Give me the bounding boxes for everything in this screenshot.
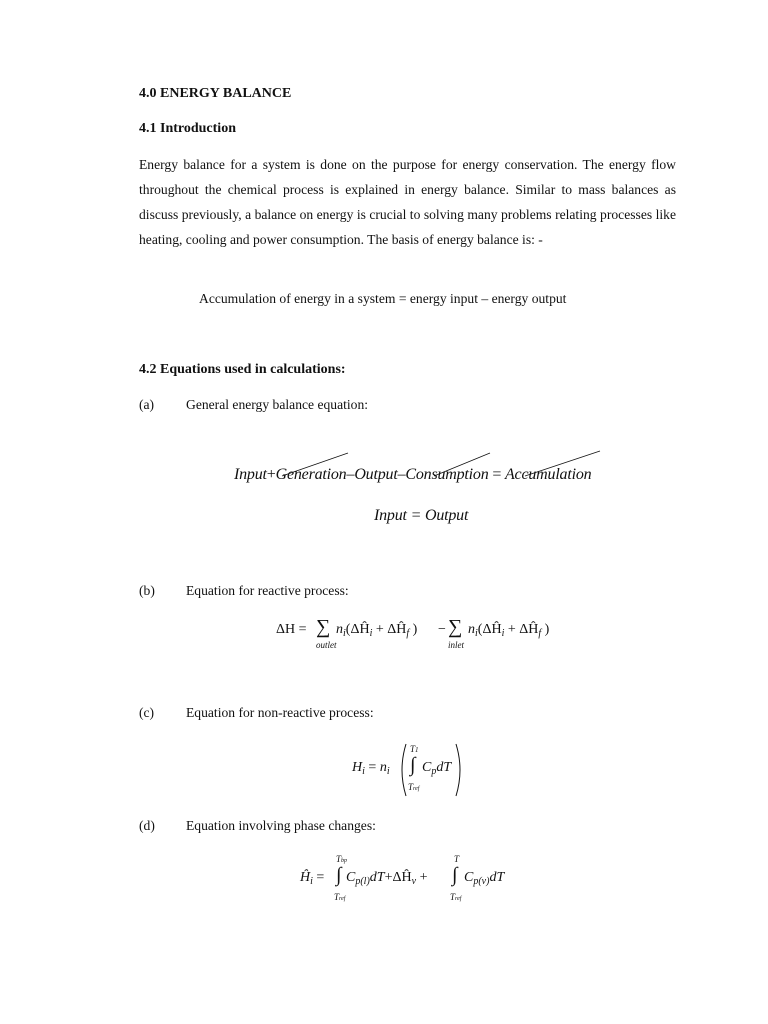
integrand: $C_pdT$	[422, 760, 452, 777]
reactive-equation	[276, 616, 576, 656]
eq-consumption: Consumption	[405, 466, 489, 483]
eq-generation: Generation	[275, 466, 347, 483]
item-text-b: Equation for reactive process:	[186, 583, 349, 598]
phase-lhs: $Ĥ_i$ =	[300, 870, 325, 887]
item-text-d: Equation involving phase changes:	[186, 818, 376, 833]
basis-statement: Accumulation of energy in a system = energy input – energy output	[199, 291, 567, 306]
upper-limit-1: Tbp	[336, 854, 348, 864]
outlet-label: outlet	[316, 640, 337, 650]
inlet-label: inlet	[448, 640, 464, 650]
item-text-c: Equation for non-reactive process:	[186, 705, 374, 720]
simplified-equation: Input = Output	[374, 507, 469, 524]
eq-input: Input	[234, 466, 267, 483]
eq-minus-2: –	[397, 466, 406, 483]
nonreactive-equation	[350, 742, 470, 798]
intro-heading: 4.1 Introduction	[139, 121, 236, 136]
integral-symbol-1: ∫	[336, 864, 342, 886]
item-text-a: General energy balance equation:	[186, 397, 369, 412]
eq-plus: +	[266, 466, 276, 483]
phase-integrand-liquid: $C_{p(l)}dT+\Delta Ĥ_v$ +	[346, 870, 428, 887]
intro-paragraph: Energy balance for a system is done on the purpose for energy conservation. The energy flow throughout the chemical process is explained in energy balance. Similar to mass balances as discuss previously, a balance on energy is crucial to solving many problems relating processes like heating, cooling and power consumption. The basis of energy balance is: -	[139, 157, 676, 247]
eq-minus-1: –	[346, 466, 355, 483]
lower-limit-2: Tref	[450, 892, 462, 902]
item-label-d: (d)	[139, 818, 155, 833]
main-heading: 4.0 ENERGY BALANCE	[139, 86, 292, 101]
item-label-b: (b)	[139, 583, 155, 598]
item-label-c: (c)	[139, 705, 155, 720]
reactive-minus: −	[438, 622, 446, 637]
eq-accumulation: Accumulation	[504, 466, 592, 483]
item-label-a: (a)	[139, 397, 155, 412]
phase-change-equation	[300, 854, 530, 906]
integral-symbol-2: ∫	[452, 864, 458, 886]
nonreactive-lhs: $H_i = n_i$	[352, 760, 390, 777]
eq-output: Output	[354, 466, 398, 483]
eq-equals: =	[492, 466, 502, 483]
reactive-term-inlet: $n_i(\Delta Ĥ_i$ + $\Delta Ĥ_f$ )	[468, 622, 550, 639]
lower-limit-1: Tref	[334, 892, 346, 902]
upper-limit-2: T	[454, 854, 460, 864]
equations-heading: 4.2 Equations used in calculations:	[139, 362, 346, 377]
upper-limit: T1	[410, 744, 419, 754]
phase-integrand-vapor: $C_{p(v)}dT$	[464, 870, 505, 887]
reactive-term-outlet: $n_i(\Delta Ĥ_i$ + $\Delta Ĥ_f$ )	[336, 622, 418, 639]
sum-symbol-inlet: ∑	[448, 616, 463, 638]
general-energy-balance-equation	[234, 466, 591, 484]
reactive-lhs: ΔH =	[276, 622, 307, 637]
lower-limit: Tref	[408, 782, 420, 792]
integral-symbol: ∫	[410, 754, 416, 776]
sum-symbol-outlet: ∑	[316, 616, 331, 638]
